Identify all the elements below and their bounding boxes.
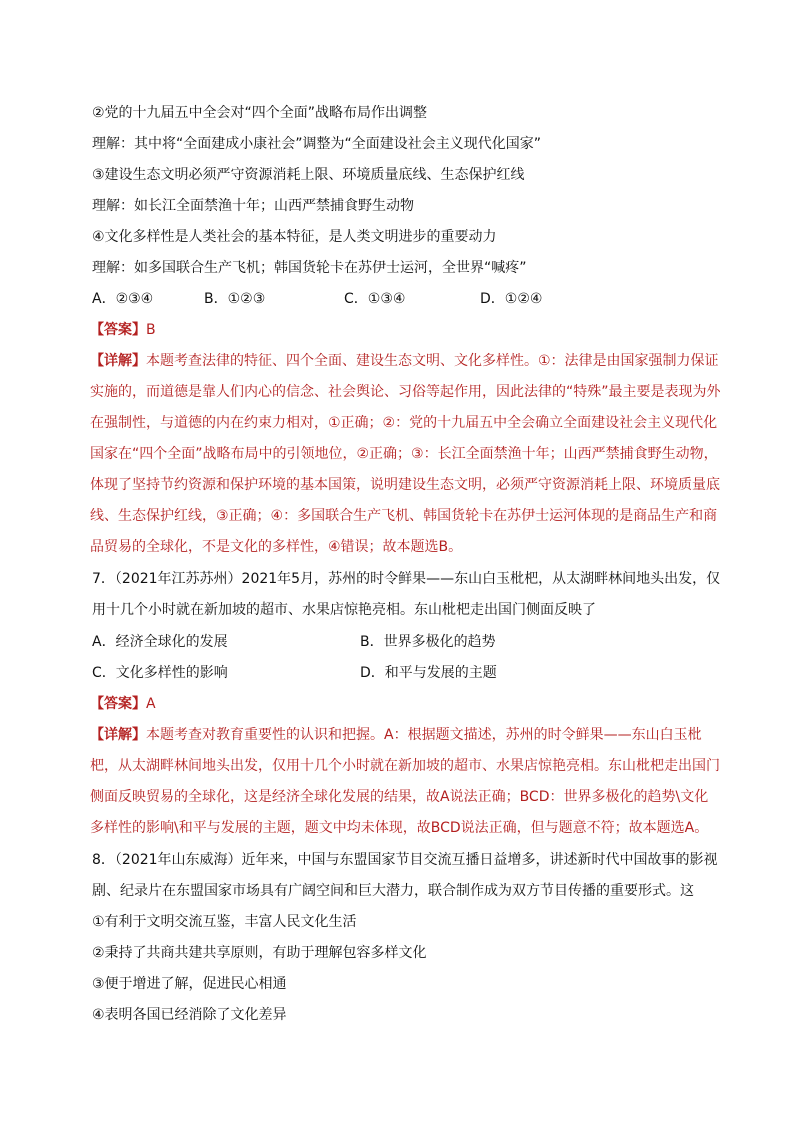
answer-value: A	[146, 696, 156, 712]
q7-option-b: B．世界多极化的趋势	[360, 634, 496, 650]
q6-option-c: C．①③④	[344, 291, 406, 307]
q6-options	[92, 289, 724, 309]
q7-stem: 7．（2021年江苏苏州）2021年5月，苏州的时令鲜果——东山白玉枇杷，从太湖畔林间地头出发，仅用十几个小时就在新加坡的超市、水果店惊艳亮相。东山枇杷走出国门侧面反映了	[92, 571, 721, 618]
detail-tag: 【详解】	[90, 727, 146, 743]
answer-tag: 【答案】	[90, 322, 146, 338]
q7-option-a: A．经济全球化的发展	[92, 634, 228, 650]
answer-tag: 【答案】	[90, 696, 146, 712]
detail-tag: 【详解】	[90, 353, 146, 369]
detail-text: 本题考查对教育重要性的认识和把握。A：根据题文描述，苏州的时令鲜果——东山白玉枇杷，从太湖畔林间地头出发，仅用十几个小时就在新加坡的超市、水果店惊艳亮相。东山枇杷走出国门侧面反映贸易的全球化，这是经济全球化发展的结果，故A说法正确；BCD：世界多极化的趋势\文化多样性的影响\和平与发展的主题，题文中均未体现，故BCD说法正确，但与题意不符；故本题选A。	[90, 727, 720, 836]
detail-text: 本题考查法律的特征、四个全面、建设生态文明、文化多样性。①：法律是由国家强制力保证实施的，而道德是靠人们内心的信念、社会舆论、习俗等起作用，因此法律的“特殊”最主要是表现为外在强制性，与道德的内在约束力相对，①正确；②：党的十九届五中全会确立全面建设社会主义现代化国家在“四个全面”战略布局中的引领地位，②正确；③：长江全面禁渔十年；山西严禁捕食野生动物，体现了坚持节约资源和保护环境的基本国策，说明建设生态文明，必须严守资源消耗上限、环境质量底线、生态保护红线，③正确；④：多国联合生产飞机、韩国货轮卡在苏伊士运河体现的是商品生产和商品贸易的全球化，不是文化的多样性，④错误；故本题选B。	[90, 353, 721, 555]
q6-option-a: A．②③④	[92, 291, 154, 307]
q8-stem: 8．（2021年山东威海）近年来，中国与东盟国家节目交流互播日益增多，讲述新时代中国故事的影视剧、纪录片在东盟国家市场具有广阔空间和巨大潜力，联合制作成为双方节目传播的重要形式。这	[92, 852, 718, 899]
q7-options-row-1	[92, 632, 724, 652]
q6-detail	[90, 346, 722, 563]
q8-item-4: ④表明各国已经消除了文化差异	[92, 1007, 287, 1023]
q7-detail	[90, 720, 722, 844]
q8-item-2: ②秉持了共商共建共享原则，有助于理解包容多样文化	[92, 945, 427, 961]
q6-item-4: ④文化多样性是人类社会的基本特征，是人类文明进步的重要动力	[92, 229, 497, 245]
q7-option-d: D．和平与发展的主题	[360, 665, 497, 681]
q8-item-1: ①有利于文明交流互鉴，丰富人民文化生活	[92, 914, 357, 930]
q6-item-3: ③建设生态文明必须严守资源消耗上限、环境质量底线、生态保护红线	[92, 167, 525, 183]
q6-item-3-note: 理解：如长江全面禁渔十年；山西严禁捕食野生动物	[92, 198, 414, 214]
q6-option-d: D．①②④	[480, 291, 543, 307]
answer-value: B	[146, 322, 156, 338]
q6-answer	[90, 320, 722, 340]
q7-options-row-2	[92, 663, 724, 683]
q6-option-b: B．①②③	[204, 291, 266, 307]
q8-item-3: ③便于增进了解，促进民心相通	[92, 976, 287, 992]
q7-option-c: C．文化多样性的影响	[92, 665, 228, 681]
q6-item-2: ②党的十九届五中全会对“四个全面”战略布局作出调整	[92, 105, 428, 121]
q6-item-4-note: 理解：如多国联合生产飞机；韩国货轮卡在苏伊士运河，全世界“喊疼”	[92, 260, 527, 276]
q6-item-2-note: 理解：其中将“全面建成小康社会”调整为“全面建设社会主义现代化国家”	[92, 136, 542, 152]
q7-answer	[90, 694, 722, 714]
